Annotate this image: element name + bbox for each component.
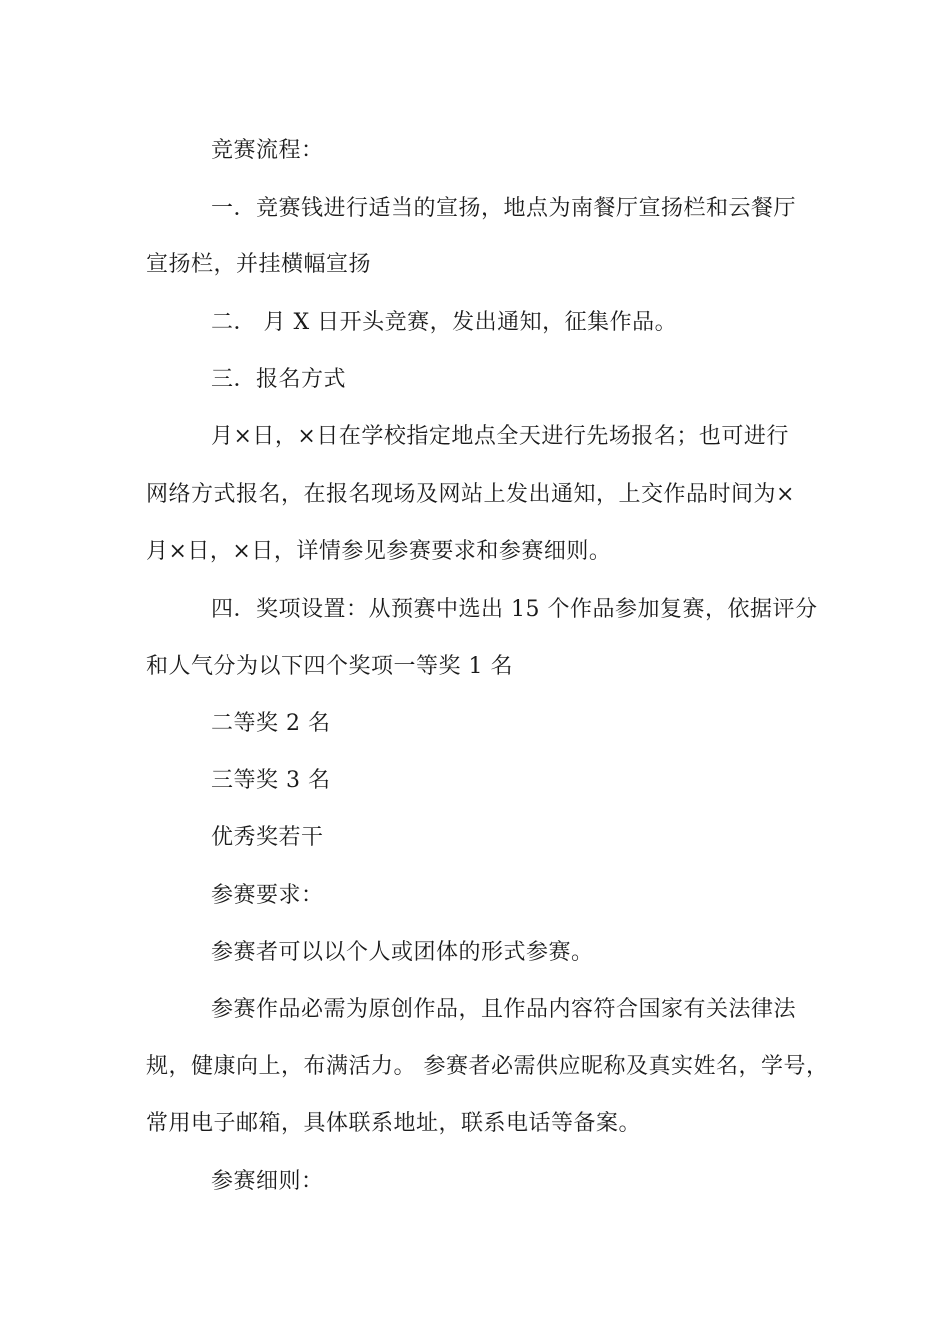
- paragraph-line: 宣扬栏，并挂横幅宣扬: [146, 252, 372, 277]
- paragraph-line: 优秀奖若干: [211, 825, 324, 850]
- paragraph-line: 参赛作品必需为原创作品，且作品内容符合国家有关法律法: [211, 997, 797, 1022]
- heading-requirements: 参赛要求：: [211, 883, 324, 908]
- heading-competition-process: 竞赛流程：: [211, 138, 324, 163]
- paragraph-line: 三．报名方式: [211, 367, 347, 392]
- paragraph-line: 月×日，×日在学校指定地点全天进行先场报名；也可进行: [211, 424, 789, 449]
- paragraph-line: 规，健康向上，布满活力。 参赛者必需供应昵称及真实姓名，学号，: [146, 1054, 829, 1079]
- paragraph-line: 三等奖 3 名: [211, 768, 331, 793]
- paragraph-line: 常用电子邮箱，具体联系地址，联系电话等备案。: [146, 1111, 642, 1136]
- paragraph-line: 网络方式报名，在报名现场及网站上发出通知，上交作品时间为×: [146, 482, 795, 507]
- paragraph-line: 参赛者可以以个人或团体的形式参赛。: [211, 940, 594, 965]
- heading-rules: 参赛细则：: [211, 1169, 324, 1194]
- paragraph-line: 一．竞赛钱进行适当的宣扬，地点为南餐厅宣扬栏和云餐厅: [211, 196, 797, 221]
- paragraph-line: 月×日，×日，详情参见参赛要求和参赛细则。: [146, 539, 612, 564]
- paragraph-line: 二． 月 X 日开头竞赛，发出通知，征集作品。: [211, 310, 678, 335]
- paragraph-line: 二等奖 2 名: [211, 711, 331, 736]
- paragraph-line: 四．奖项设置：从预赛中选出 15 个作品参加复赛，依据评分: [211, 597, 818, 622]
- paragraph-line: 和人气分为以下四个奖项一等奖 1 名: [146, 654, 513, 679]
